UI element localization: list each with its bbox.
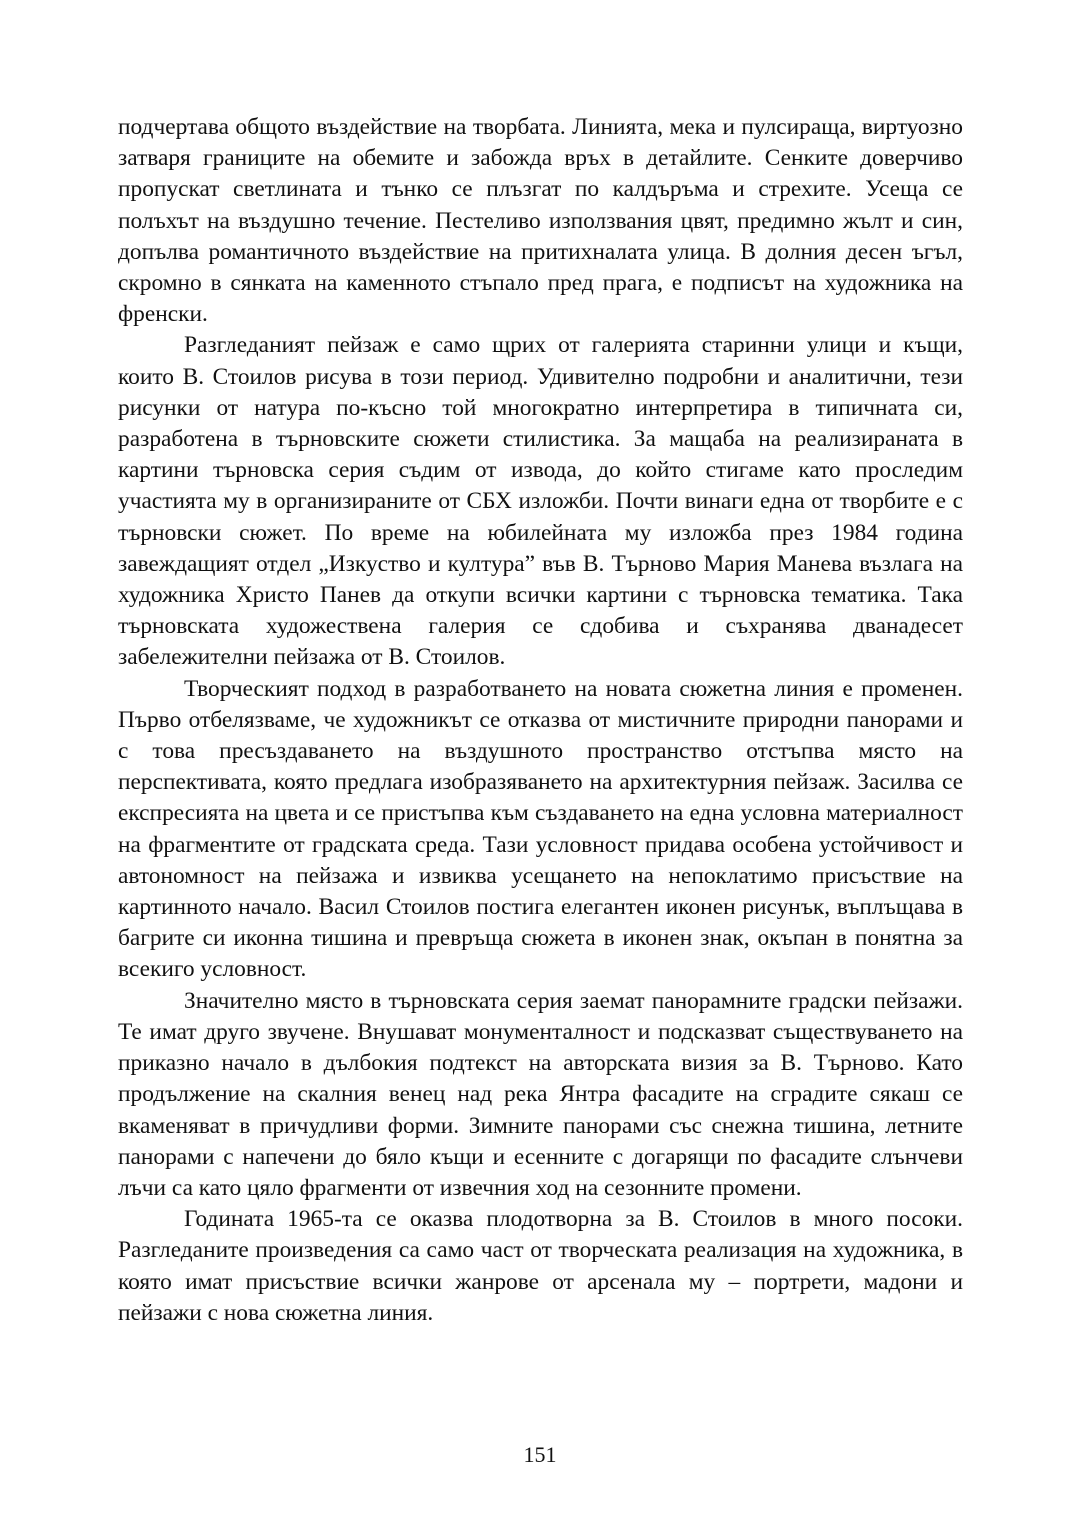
paragraph: Значително място в търновската серия заемат панорамните градски пейзажи. Те имат друго звучене. Внушават монументалност и подсказват съществуването на приказно начало в дълбокия подтекст на авторската визия за В. Търново. Като продължение на скалния венец над река Янтра фасадите на сградите сякаш се вкаменяват в причудливи форми. Зимните панорами със снежна тишина, летните панорами с напечени до бяло къщи и есенните с догарящи по фасадите слънчеви лъчи са като цяло фрагменти от извечния ход на сезонните промени. bbox=[118, 987, 963, 1201]
page-number: 151 bbox=[523, 1442, 557, 1467]
paragraph: Творческият подход в разработването на новата сюжетна линия е променен. Първо отбелязваме, че художникът се отказва от мистичните природни панорами и с това пресъздаването на въздушното пространство отстъпва място на перспективата, която предлага изобразяването на архитектурния пейзаж. Засилва се експресията на цвета и се пристъпва към създаването на една условна материалност на фрагментите от градската среда. Тази условност придава особена устойчивост и автономност на пейзажа и извиква усещането на непоклатимо присъствие на картинното начало. Васил Стоилов постига елегантен иконен рисунък, въплъщава в багрите си иконна тишина и превръща сюжета в иконен знак, окъпан в понятна за всекиго условност. bbox=[118, 675, 963, 983]
paragraph: Разгледаният пейзаж е само щрих от галерията старинни улици и къщи, които В. Стоилов рисува в този период. Удивително подробни и аналитични, тези рисунки от натура по-късно той многократно интерпретира в типичната си, разработена в търновските сюжети стилистика. За мащаба на реализираната в картини търновска серия съдим от извода, до който стигаме като проследим участията му в организираните от СБХ изложби. Почти винаги една от творбите е с търновски сюжет. По време на юбилейната му изложба през 1984 година завеждащият отдел „Изкуство и култура” във В. Търново Мария Манева възлага на художника Христо Панев да откупи всички картини с търновска тематика. Така търновската художествена галерия се сдобива и съхранява дванадесет забележителни пейзажа от В. Стоилов. bbox=[118, 332, 963, 671]
body-text bbox=[118, 112, 963, 1329]
paragraph: Годината 1965-та се оказва плодотворна за В. Стоилов в много посоки. Разгледаните произведения са само част от творческата реализация на художника, в която имат присъствие всички жанрове от арсенала му – портрети, мадони и пейзажи с нова сюжетна линия. bbox=[118, 1206, 963, 1326]
paragraph-continued: подчертава общото въздействие на творбата. Линията, мека и пулсираща, виртуозно затваря границите на обемите и забожда връх в детайлите. Сенките доверчиво пропускат светлината и тънко се плъзгат по калдъръма и стрехите. Усеща се полъхът на въздушно течение. Пестеливо използвания цвят, предимно жълт и син, допълва романтичното въздействие на притихналата улица. В долния десен ъгъл, скромно в сянката на каменното стъпало пред прага, е подписът на художника на френски. bbox=[118, 114, 963, 328]
